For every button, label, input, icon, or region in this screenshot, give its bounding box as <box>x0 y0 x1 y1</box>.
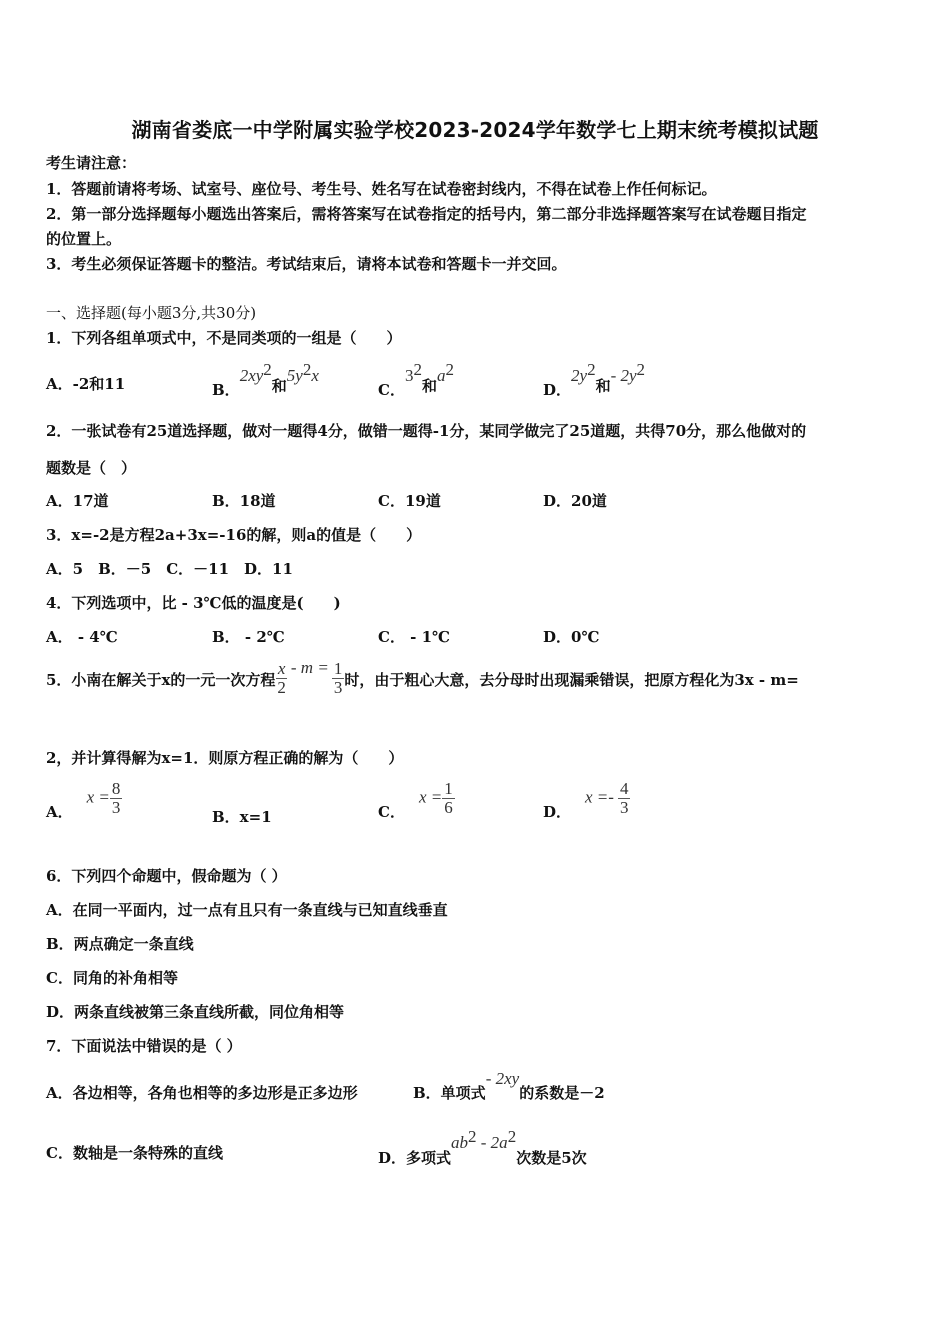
q4-option-d: D．0℃ <box>543 628 600 646</box>
fraction: $\frac{8}{3}$ <box>111 779 121 817</box>
q4-stem: 4．下列选项中，比 - 3℃低的温度是( ) <box>46 594 341 612</box>
q2-option-a: A．17道 <box>46 492 109 510</box>
q7-option-a: A．各边相等，各角也相等的多边形是正多边形 <box>46 1084 358 1102</box>
notice-item: 1．答题前请将考场、试室号、座位号、考生号、姓名写在试卷密封线内，不得在试卷上作任何标记。 <box>46 180 717 198</box>
notice-item: 3．考生必须保证答题卡的整洁。考试结束后，请将本试卷和答题卡一并交回。 <box>46 255 567 273</box>
q6-stem: 6．下列四个命题中，假命题为（ ） <box>46 867 287 885</box>
q3-options: A．5 B．－5 C．－11 D．11 <box>46 560 293 578</box>
q5-stem: 5．小南在解关于x的一元一次方程 $\frac{x}{2}$ - m = $\frac{1}{3}$ 时，由于粗心大意，去分母时出现漏乘错误，把原方程化为3x - m= <box>46 657 799 697</box>
section-heading: 一、选择题(每小题3分,共30分) <box>46 304 257 322</box>
q3-stem: 3．x=-2是方程2a+3x=-16的解，则a的值是（ ） <box>46 526 422 544</box>
q2-option-d: D．20道 <box>543 492 607 510</box>
q1-option-d: D．$2y^2$和- $2y^2$ <box>543 360 646 399</box>
q5-option-a: A．x = $\frac{8}{3}$ <box>46 779 121 821</box>
fraction: $\frac{1}{6}$ <box>444 779 453 817</box>
q6-option-b: B．两点确定一条直线 <box>46 935 194 953</box>
q7-option-b: B．单项式- 2xy的系数是－2 <box>413 1069 605 1102</box>
q2-stem: 2．一张试卷有25道选择题，做对一题得4分，做错一题得-1分，某同学做完了25道题，共得70分，那么他做对的 <box>46 422 807 440</box>
notice-item: 的位置上。 <box>46 230 122 248</box>
notice-item: 2．第一部分选择题每小题选出答案后，需将答案写在试卷指定的括号内，第二部分非选择题答案写在试卷题目指定 <box>46 205 807 223</box>
q5-option-d: D．x =- $\frac{4}{3}$ <box>543 779 629 821</box>
q2-stem: 题数是（ ） <box>46 459 137 477</box>
q7-option-d: D．多项式$ab^2 - 2a^2$次数是5次 <box>378 1127 587 1167</box>
page-title: 湖南省娄底一中学附属实验学校2023-2024学年数学七上期末统考模拟试题 <box>131 118 819 142</box>
fraction: $\frac{4}{3}$ <box>619 779 629 817</box>
q5-option-b: B．x=1 <box>212 808 272 826</box>
notice-heading: 考生请注意： <box>46 154 137 172</box>
q6-option-a: A．在同一平面内，过一点有且只有一条直线与已知直线垂直 <box>46 901 448 919</box>
q5-option-c: C．x = $\frac{1}{6}$ <box>378 779 453 821</box>
q1-option-a: A．-2和11 <box>46 375 126 393</box>
q2-option-c: C．19道 <box>378 492 441 510</box>
q2-option-b: B．18道 <box>212 492 276 510</box>
q7-option-c: C．数轴是一条特殊的直线 <box>46 1144 223 1162</box>
q4-option-c: C． - 1℃ <box>378 628 451 646</box>
q1-option-b: B．$2xy^2$和$5y^2x$ <box>212 360 319 399</box>
q7-stem: 7．下面说法中错误的是（ ） <box>46 1037 242 1055</box>
q6-option-c: C．同角的补角相等 <box>46 969 178 987</box>
q4-option-a: A． - 4℃ <box>46 628 118 646</box>
fraction: $\frac{x}{2}$ <box>277 659 286 697</box>
q1-option-c: C．$3^2$和$a^2$ <box>378 360 454 399</box>
fraction: $\frac{1}{3}$ <box>333 659 343 697</box>
q4-option-b: B． - 2℃ <box>212 628 285 646</box>
q6-option-d: D．两条直线被第三条直线所截，同位角相等 <box>46 1003 345 1021</box>
q1-stem: 1．下列各组单项式中，不是同类项的一组是（ ） <box>46 329 402 347</box>
q5-stem: 2，并计算得解为x=1．则原方程正确的解为（ ） <box>46 749 404 767</box>
option-label: B． <box>212 381 240 399</box>
